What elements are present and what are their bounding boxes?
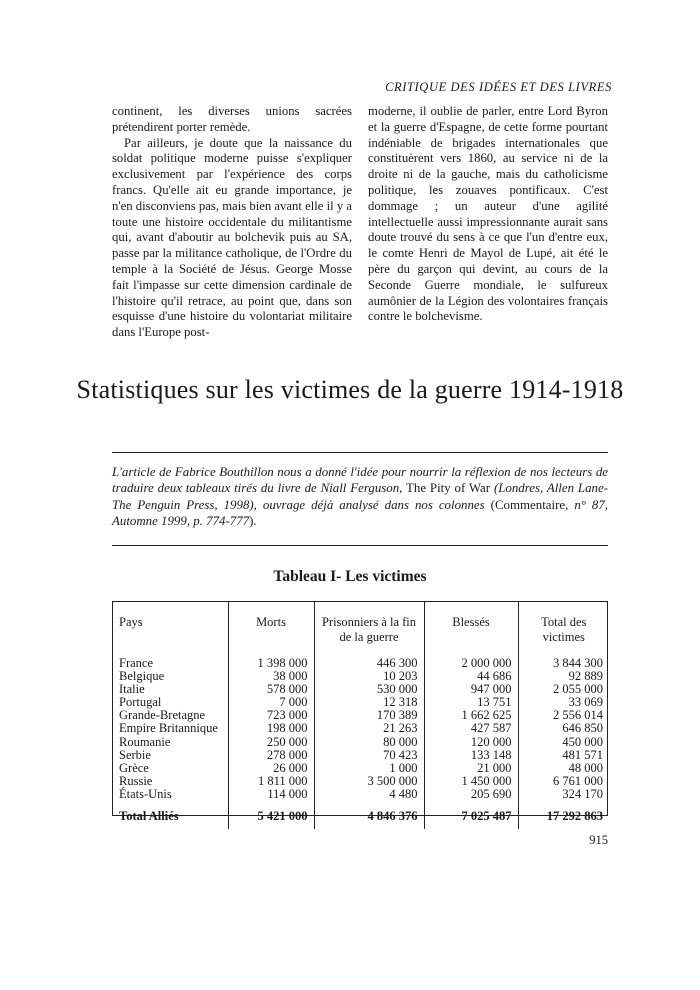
victims-table	[112, 601, 608, 824]
table-cell: Serbie	[119, 747, 151, 762]
table-cell: 427 587	[470, 721, 512, 736]
table-cell: 12 318	[383, 695, 418, 710]
table-cell: 120 000	[470, 734, 512, 749]
page-number: 915	[589, 833, 608, 847]
table-cell: 1 662 625	[461, 708, 512, 723]
table-cell: 578 000	[266, 682, 308, 697]
table-cell: 198 000	[266, 721, 308, 736]
table-cell: Portugal	[119, 695, 162, 710]
intro-text-1: L'article de Fabrice Bouthillon nous a donné l'idée pour nourrir la réflexion de nos lecteurs de traduire deux tableaux tirés du livre de Niall Ferguson,	[112, 465, 608, 496]
table-cell: Belgique	[119, 669, 165, 684]
table-cell: 2 556 014	[553, 708, 603, 723]
table-cell: 38 000	[273, 669, 308, 684]
column-header-total: Total des victimes	[518, 602, 609, 657]
column-header-prisonniers: Prisonniers à la fin de la guerre	[314, 602, 424, 657]
journal-name: (Commentaire,	[484, 497, 575, 512]
table-cell: 21 263	[383, 721, 418, 736]
column-header-pays: Pays	[119, 615, 143, 629]
table-cell: 2 055 000	[553, 682, 603, 697]
table-cell: 33 069	[568, 695, 603, 710]
table-cell: France	[119, 656, 154, 670]
table-cell: Grèce	[119, 760, 149, 775]
table-cell: Grande-Bretagne	[119, 708, 206, 723]
intro-text-2: (Londres, Allen Lane-The Penguin Press, 1998), ouvrage déjà analysé dans nos colonnes	[112, 481, 608, 512]
column-total	[518, 657, 609, 801]
table-cell: 205 690	[470, 786, 512, 801]
intro-note	[112, 464, 608, 529]
column-pays	[113, 657, 228, 801]
table-cell: États-Unis	[119, 786, 172, 801]
total-blesses: 7 025 487	[424, 801, 518, 829]
column-right	[368, 104, 608, 341]
table-cell: 723 000	[266, 708, 308, 723]
divider-bottom	[112, 545, 608, 546]
paragraph: continent, les diverses unions sacrées prétendirent porter remède.	[112, 104, 352, 134]
intro-close: ).	[249, 513, 257, 528]
table-cell: 13 751	[477, 695, 512, 710]
table-cell: 3 844 300	[553, 656, 603, 670]
table-cell: 92 889	[568, 669, 603, 684]
table-cell: 250 000	[266, 734, 308, 749]
table-cell: 1 450 000	[461, 773, 512, 788]
table-cell: 1 398 000	[257, 656, 308, 670]
column-blesses	[424, 657, 518, 801]
table-cell: 6 761 000	[553, 773, 603, 788]
table-cell: 1 000	[389, 760, 418, 775]
table-cell: 450 000	[562, 734, 603, 749]
total-victimes: 17 292 863	[518, 801, 609, 829]
table-cell: 646 850	[562, 721, 603, 736]
column-morts	[228, 657, 314, 801]
table-cell: 170 389	[376, 708, 418, 723]
table-cell: Russie	[119, 773, 153, 788]
total-label: Total Alliés	[119, 809, 179, 824]
divider-top	[112, 452, 608, 453]
column-left	[112, 104, 352, 341]
table-cell: 44 686	[477, 669, 512, 684]
column-prisonniers	[314, 657, 424, 801]
table-cell: 278 000	[266, 747, 308, 762]
running-head: CRITIQUE DES IDÉES ET DES LIVRES	[385, 80, 612, 94]
article-body	[112, 104, 608, 341]
paragraph: moderne, il oublie de parler, entre Lord Byron et la guerre d'Espagne, de cette forme pourtant indéniable de brigades internationales que constituèrent vers 1860, au service ni de la droite ni de la gauche, mais du catholicisme politique, les zouaves pontificaux. C'est dommage ; un auteur d'une agilité intellectuelle aussi impressionnante aurait sans doute trouvé du sens à ce que l'un d'entre eux, le comte Henri de Mayol de Lupé, ait été le père du garçon qui devint, au cours de la Seconde Guerre mondiale, le sulfureux aumônier de la Légion des volontaires français contre le bolchevisme.	[368, 104, 608, 324]
table-cell: 324 170	[562, 786, 603, 801]
table-cell: 1 811 000	[257, 773, 308, 788]
table-cell: Italie	[119, 682, 145, 697]
section-title: Statistiques sur les victimes de la guerre 1914-1918	[76, 375, 624, 404]
intro-text-3: n° 87, Automne 1999, p. 774-777	[112, 497, 609, 528]
book-title: The Pity of War	[402, 481, 494, 496]
table-cell: 530 000	[376, 682, 418, 697]
table-total-row	[113, 801, 609, 829]
table-cell: 7 000	[279, 695, 308, 710]
total-prisonniers: 4 846 376	[314, 801, 424, 829]
table-cell: 2 000 000	[461, 656, 512, 670]
table-cell: 48 000	[568, 760, 603, 775]
table-cell: 947 000	[470, 682, 512, 697]
table-cell: 133 148	[470, 747, 512, 762]
table-cell: 80 000	[383, 734, 418, 749]
column-header-morts: Morts	[228, 602, 314, 657]
total-morts: 5 421 000	[228, 801, 314, 829]
table-body	[113, 657, 609, 801]
table-cell: 21 000	[477, 760, 512, 775]
table-cell: 3 500 000	[367, 773, 418, 788]
table-cell: 4 480	[389, 786, 418, 801]
table-cell: 114 000	[267, 786, 308, 801]
table-cell: 10 203	[383, 669, 418, 684]
paragraph: Par ailleurs, je doute que la naissance du soldat politique moderne puisse s'expliquer exclusivement par l'expérience des corps francs. Qu'elle ait eu grande importance, je n'en disconviens pas, mais bien avant elle il y a toute une histoire occidentale du militantisme qui, avant d'aboutir au bolchevik puis au SA, passe par la militance catholique, de l'Ordre du temple à la Société de Jésus. George Mosse fait l'impasse sur cette dimension cardinale de l'histoire qu'il retrace, au point que, dans son esquisse d'une histoire du volontariat militaire dans l'Europe post-	[112, 135, 352, 340]
table-header-row	[113, 602, 609, 657]
table-cell: 70 423	[383, 747, 418, 762]
table-cell: Roumanie	[119, 734, 171, 749]
table-cell: 481 571	[562, 747, 603, 762]
column-header-blesses: Blessés	[424, 602, 518, 657]
table-title: Tableau I- Les victimes	[273, 568, 427, 585]
table-cell: 446 300	[376, 656, 418, 670]
table-cell: Empire Britannique	[119, 721, 218, 736]
table-cell: 26 000	[273, 760, 308, 775]
